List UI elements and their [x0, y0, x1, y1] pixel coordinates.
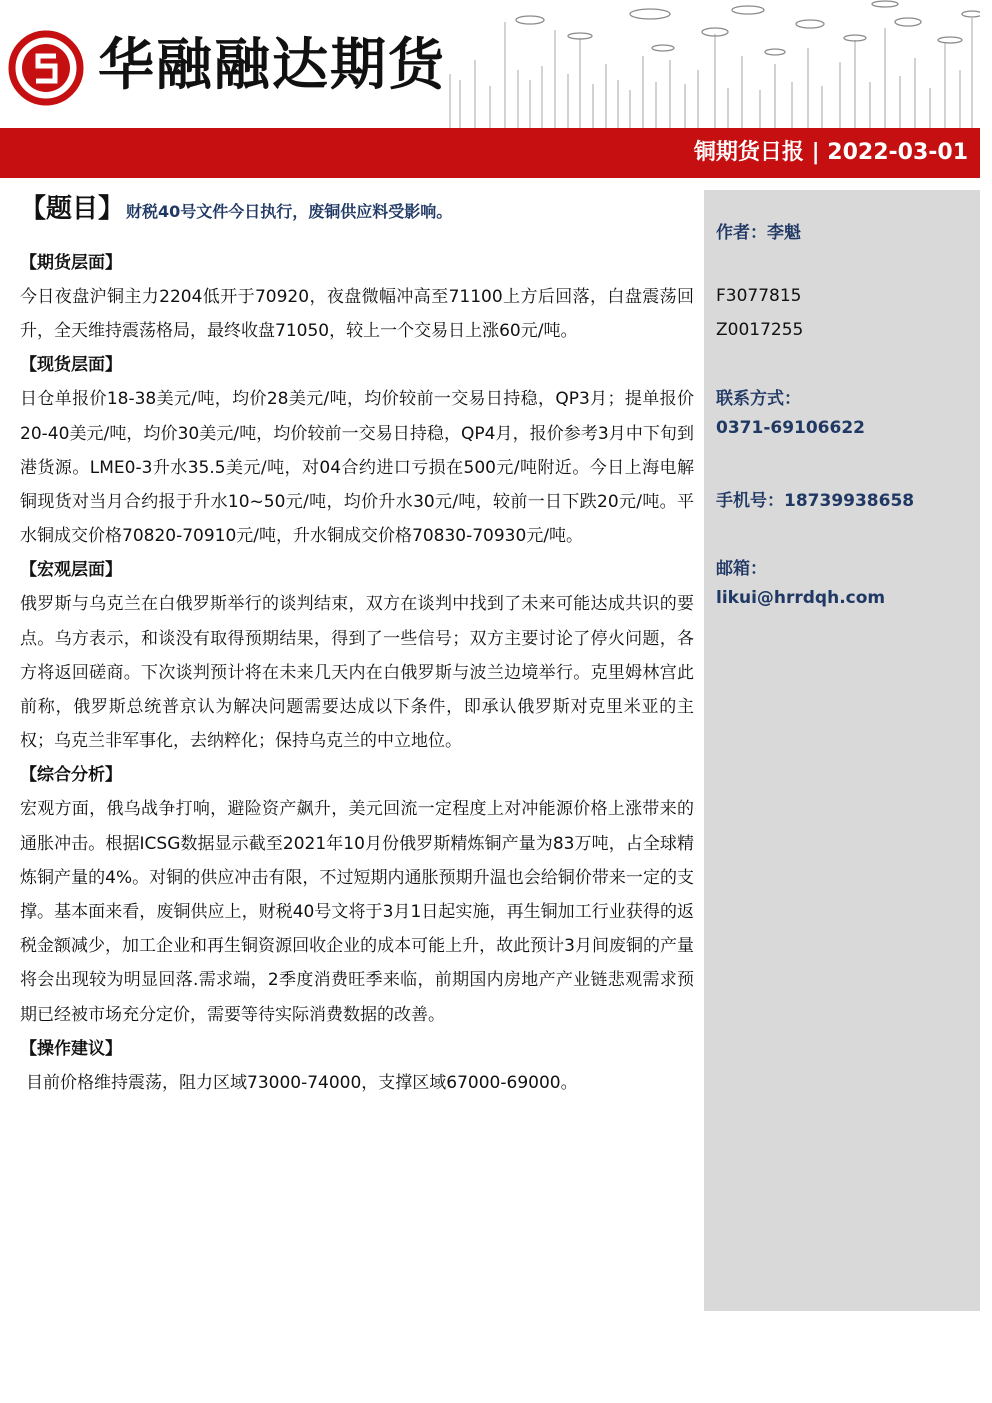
author-label: 作者：李魁: [716, 223, 801, 243]
section-heading-macro: 【宏观层面】: [20, 560, 122, 581]
report-body: [20, 190, 694, 1100]
section-heading-analysis: 【综合分析】: [20, 765, 122, 786]
email-address[interactable]: likui@hrrdqh.com: [716, 588, 886, 608]
section-text-futures: 今日夜盘沪铜主力2204低开于70920，夜盘微幅冲高至71100上方后回落，白盘震荡回升，全天维持震荡格局，最终收盘71050，较上一个交易日上涨60元/吨。: [20, 287, 694, 342]
email-label: 邮箱：: [716, 559, 767, 579]
license-number-2: Z0017255: [716, 320, 804, 340]
author-sidebar: [704, 190, 980, 1311]
contact-label: 联系方式：: [716, 389, 801, 409]
section-heading-advice: 【操作建议】: [20, 1038, 122, 1059]
report-title: 铜期货日报 | 2022-03-01: [693, 140, 968, 165]
section-text-advice: 目前价格维持震荡，阻力区域73000-74000，支撑区域67000-69000。: [26, 1072, 578, 1093]
section-text-macro: 俄罗斯与乌克兰在白俄罗斯举行的谈判结束，双方在谈判中找到了未来可能达成共识的要点。乌方表示，和谈没有取得预期结果，得到了一些信号；双方主要讨论了停火问题，各方将返回磋商。下次谈判预计将在未来几天内在白俄罗斯与波兰边境举行。克里姆林宫此前称，俄罗斯总统普京认为解决问题需要达成以下条件，即承认俄罗斯对克里米亚的主权；乌克兰非军事化，去纳粹化；保持乌克兰的中立地位。: [20, 594, 694, 752]
license-number-1: F3077815: [716, 286, 802, 306]
report-header: [0, 0, 992, 130]
mobile-number: 手机号：18739938658: [716, 491, 915, 511]
section-heading-futures: 【期货层面】: [20, 253, 122, 273]
section-heading-spot: 【现货层面】: [20, 355, 122, 376]
company-logo: [8, 30, 84, 106]
section-text-analysis: 宏观方面，俄乌战争打响，避险资产飙升，美元回流一定程度上对冲能源价格上涨带来的通胀冲击。根据ICSG数据显示截至2021年10月份俄罗斯精炼铜产量为83万吨，占全球精炼铜产量的4%。对铜的供应冲击有限，不过短期内通胀预期升温也会给铜价带来一定的支撑。基本面来看，废铜供应上，财税40号文将于3月1日起实施，再生铜加工行业获得的返税金额减少，加工企业和再生铜资源回收企业的成本可能上升，故此预计3月间废铜的产量将会出现较为明显回落.需求端，2季度消费旺季来临，前期国内房地产产业链悲观需求预期已经被市场充分定价，需要等待实际消费数据的改善。: [20, 799, 694, 1025]
topic-label: 【题目】: [20, 194, 125, 224]
report-banner: [0, 128, 980, 178]
company-name: 华融融达期货: [98, 33, 446, 98]
report-topic: [20, 190, 694, 234]
decorative-lines-graphic: [430, 0, 980, 128]
contact-phone: 0371-69106622: [716, 418, 865, 438]
topic-text: 财税40号文件今日执行，废铜供应料受影响。: [126, 202, 453, 221]
section-text-spot: 日仓单报价18-38美元/吨，均价28美元/吨，均价较前一交易日持稳，QP3月；提单报价20-40美元/吨，均价30美元/吨，均价较前一交易日持稳，QP4月，报价参考3月中下旬到港货源。LME0-3升水35.5美元/吨，对04合约进口亏损在500元/吨附近。今日上海电解铜现货对当月合约报于升水10~50元/吨，均价升水30元/吨，较前一日下跌20元/吨。平水铜成交价格70820-70910元/吨，升水铜成交价格70830-70930元/吨。: [20, 389, 694, 547]
